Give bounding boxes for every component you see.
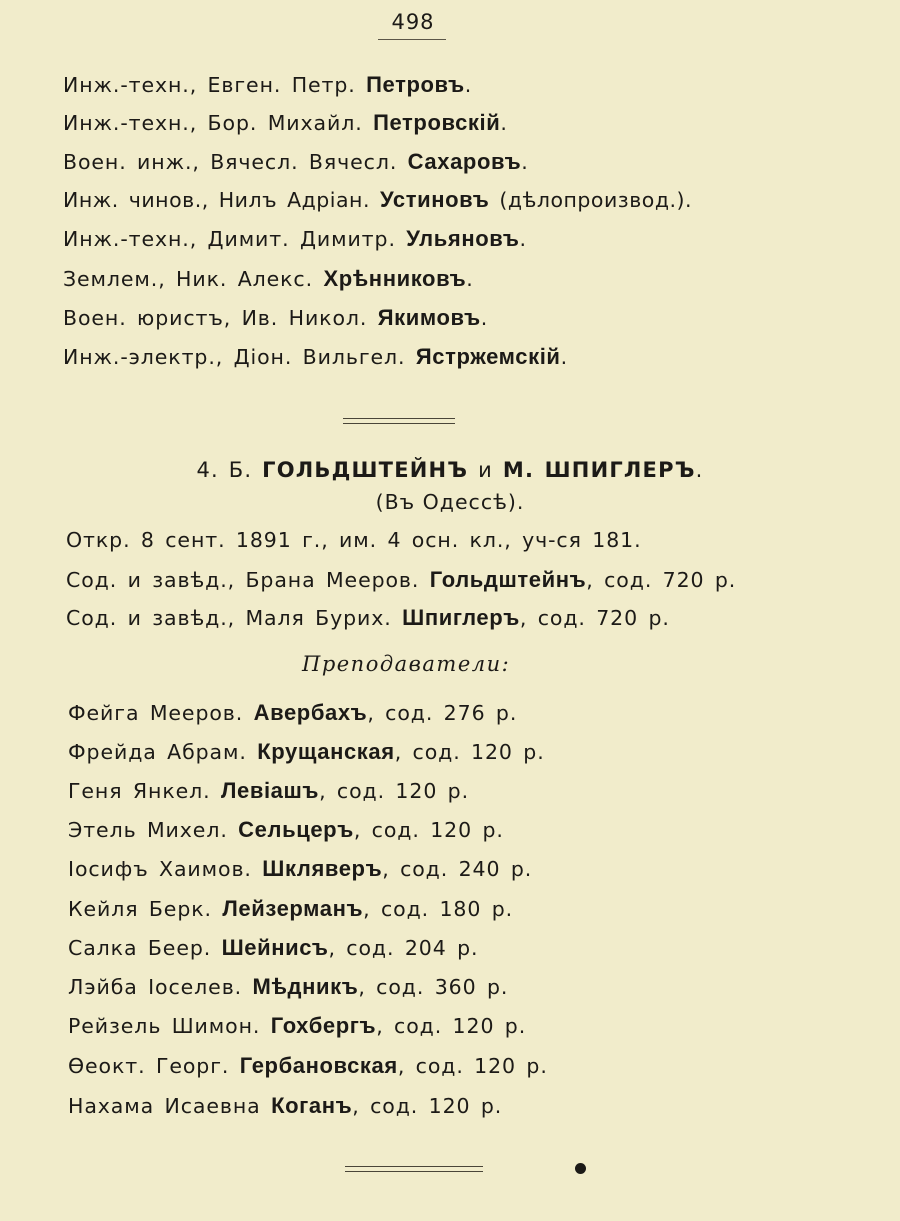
section-divider (343, 418, 455, 424)
teacher-surname: Крущанская (257, 739, 395, 764)
owner-line: Сод. и завѣд., Маля Бурих. Шпиглеръ, сод. 720 р. (66, 605, 670, 630)
staff-line: Инж.-электр., Діон. Вильгел. Ястржемскій. (63, 344, 568, 369)
teacher-surname: Левіашъ (220, 778, 320, 803)
teacher-line: Фейга Мееров. Авербахъ, сод. 276 р. (68, 700, 518, 725)
staff-surname: Якимовъ (377, 305, 481, 330)
school-heading: 4. Б. ГОЛЬДШТЕЙНЪ и М. ШПИГЛЕРЪ. (196, 458, 704, 482)
school-info-line: Откр. 8 сент. 1891 г., им. 4 осн. кл., уч-ся 181. (66, 528, 642, 552)
teacher-line: Этель Михел. Сельцеръ, сод. 120 р. (68, 817, 504, 842)
teacher-line: Рейзель Шимон. Гохбергъ, сод. 120 р. (68, 1013, 527, 1038)
staff-line: Инж.-техн., Димит. Димитр. Ульяновъ. (63, 226, 527, 251)
teacher-surname: Гербановская (239, 1053, 398, 1078)
teacher-line: Фрейда Абрам. Крущанская, сод. 120 р. (68, 739, 545, 764)
bullet-ornament (575, 1163, 586, 1174)
staff-surname: Петровскій (373, 110, 501, 135)
staff-surname: Хрѣнниковъ (323, 266, 467, 291)
page-number: 498 (391, 10, 435, 34)
teacher-line: Өеокт. Георг. Гербановская, сод. 120 р. (68, 1053, 548, 1078)
staff-surname: Ульяновъ (406, 226, 520, 251)
owner-surname: Шпиглеръ (402, 605, 520, 630)
staff-surname: Петровъ (366, 72, 465, 97)
teacher-line: Геня Янкел. Левіашъ, сод. 120 р. (68, 778, 470, 803)
staff-line: Инж.-техн., Бор. Михайл. Петровскій. (63, 110, 508, 135)
staff-line: Землем., Ник. Алекс. Хрѣнниковъ. (63, 266, 474, 291)
staff-line: Воен. инж., Вячесл. Вячесл. Сахаровъ. (63, 149, 529, 174)
teachers-title: Преподаватели: (302, 652, 511, 676)
teacher-line: Кейля Берк. Лейзерманъ, сод. 180 р. (68, 896, 514, 921)
teacher-surname: Сельцеръ (238, 817, 354, 842)
teacher-line: Салка Беер. Шейнисъ, сод. 204 р. (68, 935, 479, 960)
teacher-surname: Лейзерманъ (222, 896, 364, 921)
teacher-line: Лэйба Іоселев. Мѣдникъ, сод. 360 р. (68, 974, 509, 999)
owner-line: Сод. и завѣд., Брана Мееров. Гольдштейнъ, сод. 720 р. (66, 567, 737, 592)
teacher-surname: Мѣдникъ (252, 974, 359, 999)
teacher-line: Нахама Исаевна Коганъ, сод. 120 р. (68, 1093, 503, 1118)
school-location: (Въ Одессѣ). (375, 490, 525, 514)
owner-surname: Гольдштейнъ (429, 567, 587, 592)
staff-line: Воен. юристъ, Ив. Никол. Якимовъ. (63, 305, 489, 330)
page-number-rule (378, 39, 446, 40)
staff-line: Инж. чинов., Нилъ Адріан. Устиновъ (дѣлопроизвод.). (63, 187, 693, 212)
teacher-surname: Шейнисъ (221, 935, 329, 960)
staff-surname: Устиновъ (380, 187, 490, 212)
teacher-surname: Коганъ (271, 1093, 353, 1118)
staff-surname: Ястржемскій (415, 344, 561, 369)
teacher-line: Іосифъ Хаимов. Шкляверъ, сод. 240 р. (68, 856, 533, 881)
teacher-surname: Авербахъ (253, 700, 368, 725)
teacher-surname: Гохбергъ (270, 1013, 377, 1038)
staff-surname: Сахаровъ (407, 149, 522, 174)
teacher-surname: Шкляверъ (262, 856, 383, 881)
end-divider (345, 1166, 483, 1172)
staff-line: Инж.-техн., Евген. Петр. Петровъ. (63, 72, 473, 97)
